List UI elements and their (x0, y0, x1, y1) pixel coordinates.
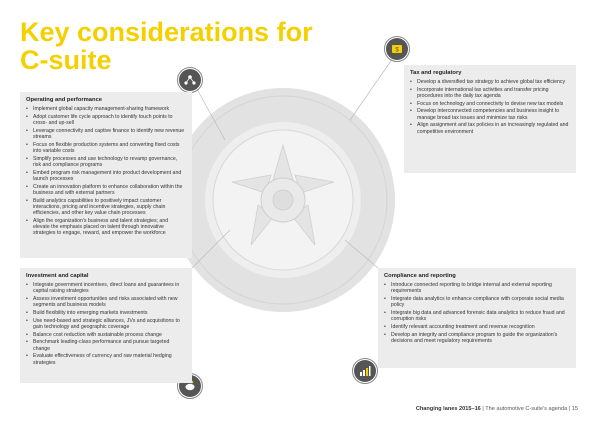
list-item: • Assess investment opportunities and risks associated with new segments and business models (26, 296, 186, 309)
operating-performance-list (26, 106, 186, 237)
list-item: • Align assignment and tax policies in an increasingly regulated and competitive environment (410, 122, 570, 135)
list-item: • Align the organization's business and talent strategies; and elevate the emphasis placed on talent through innovative strategies to engage, reward, and empower the workforce (26, 218, 186, 237)
list-item: • Build flexibility into emerging markets investments (26, 310, 186, 316)
footer-separator-2: | (568, 406, 571, 412)
footer-subtitle: The automotive C-suite's agenda (485, 406, 568, 412)
list-item: • Identify relevant accounting treatment and revenue recognition (384, 324, 570, 330)
footer-separator: | (482, 406, 484, 412)
list-item: • Adopt customer life cycle approach to identify touch points to cross- and up-sell (26, 114, 186, 127)
compliance-reporting-list (384, 282, 570, 344)
list-item: • Integrate data analytics to enhance compliance with corporate social media policy (384, 296, 570, 309)
page-number: 15 (571, 406, 578, 412)
list-item: • Develop an integrity and compliance program to guide the organization's decisions and meet regulatory requirements (384, 332, 570, 345)
list-item: • Focus on flexible production systems and converting fixed costs into variable costs (26, 142, 186, 155)
list-item: • Introduce connected reporting to bridge internal and external reporting requirements (384, 282, 570, 295)
list-item: • Incorporate international tax activities and transfer pricing procedures into the daily tax agenda (410, 87, 570, 100)
list-item: • Evaluate effectiveness of currency and raw material hedging strategies (26, 353, 186, 366)
compliance-reporting-heading: Compliance and reporting (384, 273, 456, 279)
list-item: • Simplify processes and use technology to revamp governance, risk and compliance programs (26, 156, 186, 169)
investment-capital-heading: Investment and capital (26, 273, 89, 279)
list-item: • Implement global capacity management-sharing framework (26, 106, 186, 112)
footer-publication: Changing lanes 2015–16 (415, 406, 481, 412)
investment-capital-list (26, 282, 186, 366)
list-item: • Embed program risk management into product development and launch processes (26, 170, 186, 183)
chart-report-icon (354, 360, 376, 382)
list-item: • Balance cost reduction with sustainable process change (26, 332, 186, 338)
list-item: • Build analytics capabilities to positively impact customer interactions, pricing and incentive strategies, supply chain efficiencies, and other key value chain processes (26, 198, 186, 217)
list-item: • Benchmark leading-class performance and pursue targeted change (26, 339, 186, 352)
list-item: • Use need-based and strategic alliances, JVs and acquisitions to gain technology and geographic coverage (26, 318, 186, 331)
list-item: • Integrate big data and advanced forensic data analytics to reduce fraud and corruption risks (384, 310, 570, 323)
title-line-2: C-suite (20, 45, 112, 75)
svg-text:$: $ (395, 47, 399, 54)
tax-regulatory-panel (404, 65, 576, 173)
list-item: • Develop a diversified tax strategy to achieve global tax efficiency (410, 79, 570, 85)
tax-regulatory-list (410, 79, 570, 135)
network-icon (179, 69, 201, 91)
operating-performance-heading: Operating and performance (26, 97, 103, 103)
list-item: • Leverage connectivity and captive finance to identify new revenue streams (26, 128, 186, 141)
list-item: • Create an innovation platform to enhance collaboration within the business and with external partners (26, 184, 186, 197)
list-item: • Integrate government incentives, direct loans and guarantees in capital raising strategies (26, 282, 186, 295)
list-item: • Develop interconnected competencies and business insight to manage broad tax issues and minimize tax risks (410, 108, 570, 121)
investment-capital-panel (20, 268, 192, 383)
list-item: • Focus on technology and connectivity to devise new tax models (410, 101, 570, 107)
compliance-reporting-panel (378, 268, 576, 368)
money-icon (386, 38, 408, 60)
operating-performance-panel (20, 92, 192, 258)
title-line-1: Key considerations for (20, 17, 313, 47)
tax-regulatory-heading: Tax and regulatory (410, 70, 462, 76)
page-footer (416, 406, 578, 412)
